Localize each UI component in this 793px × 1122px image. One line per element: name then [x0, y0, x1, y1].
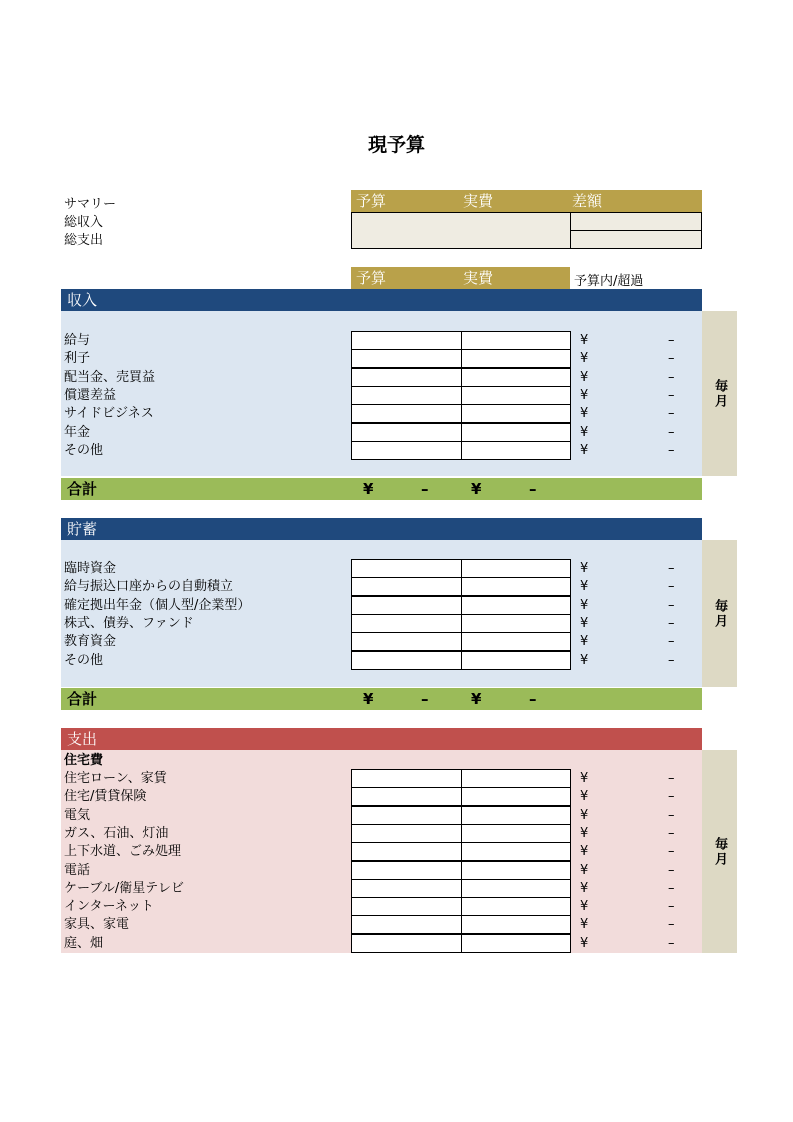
expense-status-yen: ¥: [580, 880, 589, 896]
expense-budget-cell[interactable]: [351, 824, 462, 843]
savings-actual-cell[interactable]: [461, 596, 571, 615]
expense-status-dash: –: [668, 789, 675, 805]
savings-total-budget-dash: –: [421, 690, 429, 708]
savings-total-actual-yen: ¥: [471, 690, 482, 708]
income-status-yen: ¥: [580, 369, 589, 385]
savings-status-dash: –: [668, 634, 675, 650]
expense-status-yen: ¥: [580, 825, 589, 841]
savings-status-dash: –: [668, 579, 675, 595]
expense-status-dash: –: [668, 935, 675, 951]
summary-diff-header: 差額: [572, 192, 603, 210]
income-total-budget-dash: –: [421, 480, 429, 498]
expense-item-label: インターネット: [64, 899, 154, 915]
savings-item-label: 給与振込口座からの自動積立: [64, 579, 234, 595]
expense-status-yen: ¥: [580, 807, 589, 823]
housing-subheading: 住宅費: [64, 753, 104, 768]
expense-budget-cell[interactable]: [351, 897, 462, 916]
income-budget-cell[interactable]: [351, 349, 462, 368]
summary-actual-header: 実費: [463, 192, 494, 210]
expense-status-dash: –: [668, 880, 675, 896]
income-band: 収入: [61, 289, 702, 311]
summary-values-box[interactable]: [351, 212, 571, 249]
budget-status-header: 予算内/超過: [574, 274, 644, 289]
savings-status-dash: –: [668, 561, 675, 576]
column-header: [351, 267, 570, 289]
expense-budget-cell[interactable]: [351, 934, 462, 953]
income-total-row: [61, 478, 702, 500]
savings-status-dash: –: [668, 615, 675, 631]
income-budget-cell[interactable]: [351, 386, 462, 405]
savings-item-label: 教育資金: [64, 634, 117, 650]
savings-status-yen: ¥: [580, 615, 589, 631]
expense-status-yen: ¥: [580, 771, 589, 786]
summary-budget-header: 予算: [356, 192, 387, 210]
expense-item-label: 住宅/賃貸保険: [64, 789, 147, 805]
savings-actual-cell[interactable]: [461, 614, 571, 633]
income-total-budget-yen: ¥: [363, 480, 374, 498]
savings-actual-cell[interactable]: [461, 577, 571, 596]
total-expense-label: 総支出: [64, 233, 104, 248]
savings-total-label: 合計: [67, 690, 98, 708]
income-actual-cell[interactable]: [461, 423, 571, 442]
expense-status-dash: –: [668, 917, 675, 933]
income-status-yen: ¥: [580, 424, 589, 440]
savings-actual-cell[interactable]: [461, 651, 571, 670]
expense-status-yen: ¥: [580, 899, 589, 915]
expense-actual-cell[interactable]: [461, 934, 571, 953]
savings-item-label: その他: [64, 652, 104, 668]
expense-item-label: 上下水道、ごみ処理: [64, 844, 182, 860]
income-total-actual-dash: –: [529, 480, 537, 498]
savings-band: 貯蓄: [61, 518, 702, 540]
income-status-yen: ¥: [580, 406, 589, 422]
expense-status-yen: ¥: [580, 917, 589, 933]
expense-status-dash: –: [668, 771, 675, 786]
expense-actual-cell[interactable]: [461, 879, 571, 898]
income-budget-cell[interactable]: [351, 441, 462, 460]
income-item-label: 償還差益: [64, 387, 117, 403]
income-actual-cell[interactable]: [461, 349, 571, 368]
income-status-yen: ¥: [580, 387, 589, 403]
savings-status-yen: ¥: [580, 579, 589, 595]
income-status-dash: –: [668, 406, 675, 422]
savings-frequency: 毎月: [702, 540, 737, 687]
savings-status-dash: –: [668, 652, 675, 668]
expense-item-label: 住宅ローン、家賃: [64, 771, 167, 786]
savings-status-yen: ¥: [580, 561, 589, 576]
expense-status-dash: –: [668, 844, 675, 860]
savings-item-label: 株式、債券、ファンド: [64, 615, 194, 631]
expense-actual-cell[interactable]: [461, 787, 571, 806]
expense-budget-cell[interactable]: [351, 861, 462, 880]
income-status-yen: ¥: [580, 351, 589, 367]
expense-budget-cell[interactable]: [351, 806, 462, 825]
expense-item-label: 電話: [64, 862, 91, 878]
income-actual-cell[interactable]: [461, 404, 571, 423]
income-total-actual-yen: ¥: [471, 480, 482, 498]
income-budget-cell[interactable]: [351, 404, 462, 423]
savings-budget-cell[interactable]: [351, 651, 462, 670]
income-status-dash: –: [668, 351, 675, 367]
expense-actual-cell[interactable]: [461, 806, 571, 825]
income-status-yen: ¥: [580, 333, 589, 348]
expense-budget-cell[interactable]: [351, 915, 462, 934]
expense-item-label: 電気: [64, 807, 91, 823]
total-income-label: 総収入: [64, 215, 104, 230]
income-item-label: 配当金、売買益: [64, 369, 156, 385]
expense-actual-cell[interactable]: [461, 861, 571, 880]
savings-budget-cell[interactable]: [351, 614, 462, 633]
income-actual-cell[interactable]: [461, 386, 571, 405]
savings-item-label: 臨時資金: [64, 561, 117, 576]
expense-item-label: 家具、家電: [64, 917, 130, 933]
savings-actual-cell[interactable]: [461, 559, 571, 578]
expense-item-label: ケーブル/衛星テレビ: [64, 880, 184, 896]
income-actual-cell[interactable]: [461, 331, 571, 350]
summary-label: サマリー: [64, 197, 117, 212]
income-total-label: 合計: [67, 480, 98, 498]
savings-status-dash: –: [668, 597, 675, 613]
expense-budget-cell[interactable]: [351, 769, 462, 788]
income-item-label: その他: [64, 442, 104, 458]
expense-budget-cell[interactable]: [351, 879, 462, 898]
income-frequency: 毎月: [702, 311, 737, 476]
income-status-dash: –: [668, 333, 675, 348]
savings-status-yen: ¥: [580, 634, 589, 650]
savings-total-actual-dash: –: [529, 690, 537, 708]
col-actual-header: 実費: [463, 269, 494, 287]
expense-status-yen: ¥: [580, 935, 589, 951]
income-status-dash: –: [668, 369, 675, 385]
savings-budget-cell[interactable]: [351, 577, 462, 596]
income-item-label: 給与: [64, 333, 91, 348]
expense-status-dash: –: [668, 825, 675, 841]
income-item-label: サイドビジネス: [64, 406, 154, 422]
summary-diff-expense[interactable]: [570, 230, 702, 249]
expenses-band: 支出: [61, 728, 702, 750]
savings-total-row: [61, 688, 702, 710]
expense-status-yen: ¥: [580, 862, 589, 878]
summary-header: [351, 190, 702, 212]
expense-actual-cell[interactable]: [461, 897, 571, 916]
expense-status-dash: –: [668, 862, 675, 878]
income-status-dash: –: [668, 442, 675, 458]
col-budget-header: 予算: [356, 269, 387, 287]
income-status-dash: –: [668, 387, 675, 403]
expense-status-dash: –: [668, 899, 675, 915]
income-actual-cell[interactable]: [461, 368, 571, 387]
expense-item-label: 庭、畑: [64, 935, 104, 951]
page-title: 現予算: [367, 134, 425, 156]
expenses-frequency: 毎月: [702, 750, 737, 953]
savings-budget-cell[interactable]: [351, 596, 462, 615]
expense-budget-cell[interactable]: [351, 842, 462, 861]
expense-actual-cell[interactable]: [461, 824, 571, 843]
income-item-label: 利子: [64, 351, 91, 367]
income-budget-cell[interactable]: [351, 368, 462, 387]
summary-diff-income[interactable]: [570, 212, 702, 231]
expense-item-label: ガス、石油、灯油: [64, 825, 169, 841]
income-budget-cell[interactable]: [351, 331, 462, 350]
expense-actual-cell[interactable]: [461, 769, 571, 788]
income-actual-cell[interactable]: [461, 441, 571, 460]
expense-status-yen: ¥: [580, 789, 589, 805]
expense-budget-cell[interactable]: [351, 787, 462, 806]
savings-actual-cell[interactable]: [461, 632, 571, 651]
savings-item-label: 確定拠出年金（個人型/企業型）: [64, 597, 251, 613]
expense-actual-cell[interactable]: [461, 915, 571, 934]
savings-status-yen: ¥: [580, 597, 589, 613]
income-item-label: 年金: [64, 424, 91, 440]
income-budget-cell[interactable]: [351, 423, 462, 442]
expense-actual-cell[interactable]: [461, 842, 571, 861]
expense-status-yen: ¥: [580, 844, 589, 860]
income-status-yen: ¥: [580, 442, 589, 458]
savings-budget-cell[interactable]: [351, 632, 462, 651]
savings-budget-cell[interactable]: [351, 559, 462, 578]
savings-total-budget-yen: ¥: [363, 690, 374, 708]
savings-status-yen: ¥: [580, 652, 589, 668]
expense-status-dash: –: [668, 807, 675, 823]
income-status-dash: –: [668, 424, 675, 440]
